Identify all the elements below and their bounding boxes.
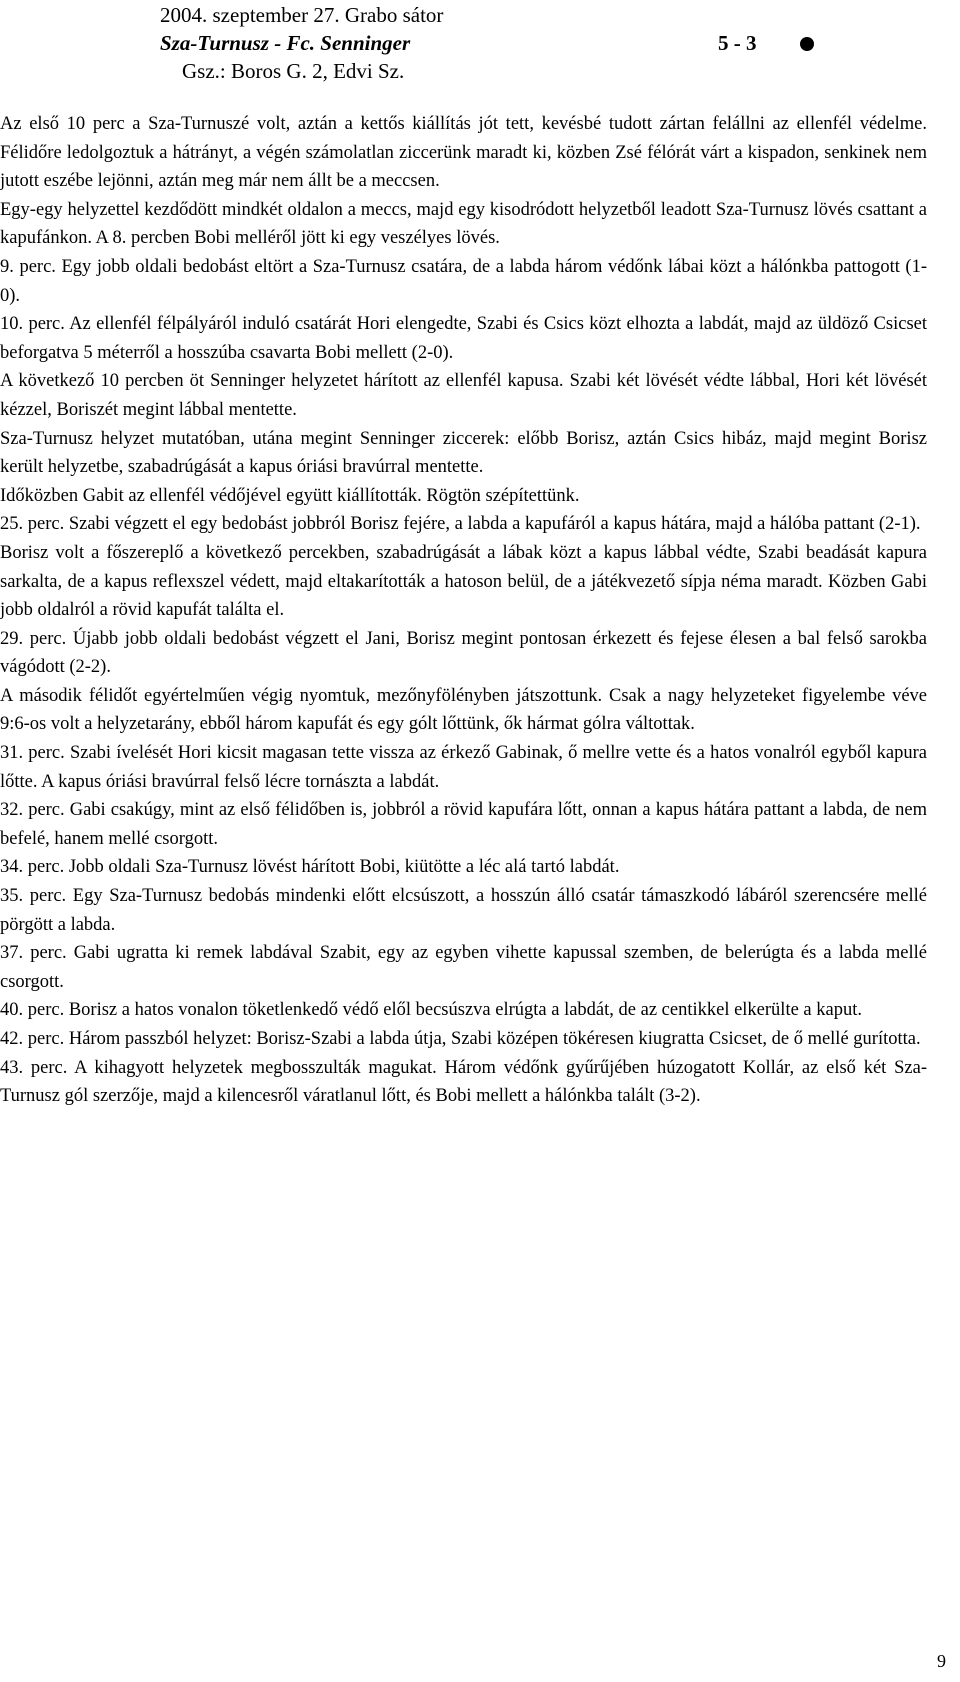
result-dot-icon — [800, 37, 814, 51]
paragraph: Időközben Gabit az ellenfél védőjével együtt kiállították. Rögtön szépítettünk. — [0, 485, 580, 506]
match-teams: Sza-Turnusz - Fc. Senninger — [160, 31, 411, 55]
paragraph: 32. perc. Gabi csakúgy, mint az első félidőben is, jobbról a rövid kapufára lőtt, onnan a kapus hátára pattant a labda, de nem befelé, hanem mellé csorgott. — [0, 800, 927, 849]
paragraph: 43. perc. A kihagyott helyzetek megbosszulták magukat. Három védőnk gyűrűjében húzogatott Kollár, az első két Sza-Turnusz gól szerzője, majd a kilencesről váratlanul lőtt, és Bobi mellett a hálónkba talált (3-2). — [0, 1057, 927, 1107]
paragraph: 29. perc. Újabb jobb oldali bedobást végzett el Jani, Borisz megint pontosan érkezett és fejese élesen a bal felső sarokba vágódott (2-2). — [0, 628, 927, 678]
goal-scorers: Gsz.: Boros G. 2, Edvi Sz. — [182, 59, 405, 83]
paragraph: 35. perc. Egy Sza-Turnusz bedobás mindenki előtt elcsúszott, a hosszún álló csatár támaszkodó lábáról szerencsére mellé pörgött a labda. — [0, 886, 927, 935]
paragraph: A következő 10 percben öt Senninger helyzetet hárított az ellenfél kapusa. Szabi két lövését védte lábbal, Hori két lövését kézzel, Boriszét megint lábbal mentette. — [0, 371, 927, 420]
paragraph: 40. perc. Borisz a hatos vonalon töketlenkedő védő elől becsúszva elrúgta a labdát, de az centikkel elkerülte a kaput. — [0, 1000, 862, 1021]
page-number: 9 — [937, 1651, 946, 1671]
paragraph: Egy-egy helyzettel kezdődött mindkét oldalon a meccs, majd egy kisodródott helyzetből leadott Sza-Turnusz lövés csattant a kapufánkon. A 8. percben Bobi melléről jött ki egy veszélyes lövés. — [0, 199, 927, 249]
paragraph: 37. perc. Gabi ugratta ki remek labdával Szabit, egy az egyben vihette kapussal szemben, de belerúgta és a labda mellé csorgott. — [0, 943, 927, 992]
paragraph: 9. perc. Egy jobb oldali bedobást eltört a Sza-Turnusz csatára, de a labda három védőnk lábai közt a hálónkba pattogott (1-0). — [0, 256, 927, 306]
paragraph: 42. perc. Három passzból helyzet: Borisz-Szabi a labda útja, Szabi középen tökéresen kiugratta Csicset, de ő mellé gurította. — [0, 1029, 921, 1049]
match-report — [0, 110, 927, 1111]
paragraph: A második félidőt egyértelműen végig nyomtuk, mezőnyfölényben játszottunk. Csak a nagy helyzeteket figyelembe véve 9:6-os volt a helyzetarány, ebből három kapufát és egy gólt lőttünk, ők hármat gólra váltottak. — [0, 685, 927, 735]
paragraph: Borisz volt a főszereplő a következő percekben, szabadrúgását a lábak közt a kapus lábbal védte, Szabi beadását kapura sarkalta, de a kapus reflexszel védett, majd eltakarították a hatoson belül, de a játékvezető sípja néma maradt. Közben Gabi jobb oldalról a rövid kapufát találta el. — [0, 542, 927, 621]
match-score: 5 - 3 — [718, 31, 757, 55]
match-date-venue: 2004. szeptember 27. Grabo sátor — [160, 3, 444, 27]
paragraph: 10. perc. Az ellenfél félpályáról induló csatárát Hori elengedte, Szabi és Csics közt elhozta a labdát, majd az üldöző Csicset beforgatva 5 méterről a hosszúba csavarta Bobi mellett (2-0). — [0, 314, 927, 363]
paragraph: 31. perc. Szabi ívelését Hori kicsit magasan tette vissza az érkező Gabinak, ő mellre vette és a hatos vonalról egyből kapura lőtte. A kapus óriási bravúrral felső lécre tornászta a labdát. — [0, 743, 927, 792]
paragraph: 34. perc. Jobb oldali Sza-Turnusz lövést hárított Bobi, kiütötte a léc alá tartó labdát. — [0, 857, 620, 878]
paragraph: 25. perc. Szabi végzett el egy bedobást jobbról Borisz fejére, a labda a kapufáról a kapus hátára, majd a hálóba pattant (2-1). — [0, 514, 921, 535]
paragraph: Sza-Turnusz helyzet mutatóban, utána megint Senninger ziccerek: előbb Borisz, aztán Csics hibáz, majd megint Borisz került helyzetbe, szabadrúgását a kapus óriási bravúrral mentette. — [0, 428, 927, 478]
paragraph: Az első 10 perc a Sza-Turnuszé volt, aztán a kettős kiállítás jót tett, kevésbé tudott zártan felállni az ellenfél védelme. Félidőre ledolgoztuk a hátrányt, a végén számolatlan ziccerünk maradt ki, közben Zsé félórát várt a kispadon, senkinek nem jutott eszébe lejönni, aztán meg már nem állt be a meccsen. — [0, 114, 927, 192]
